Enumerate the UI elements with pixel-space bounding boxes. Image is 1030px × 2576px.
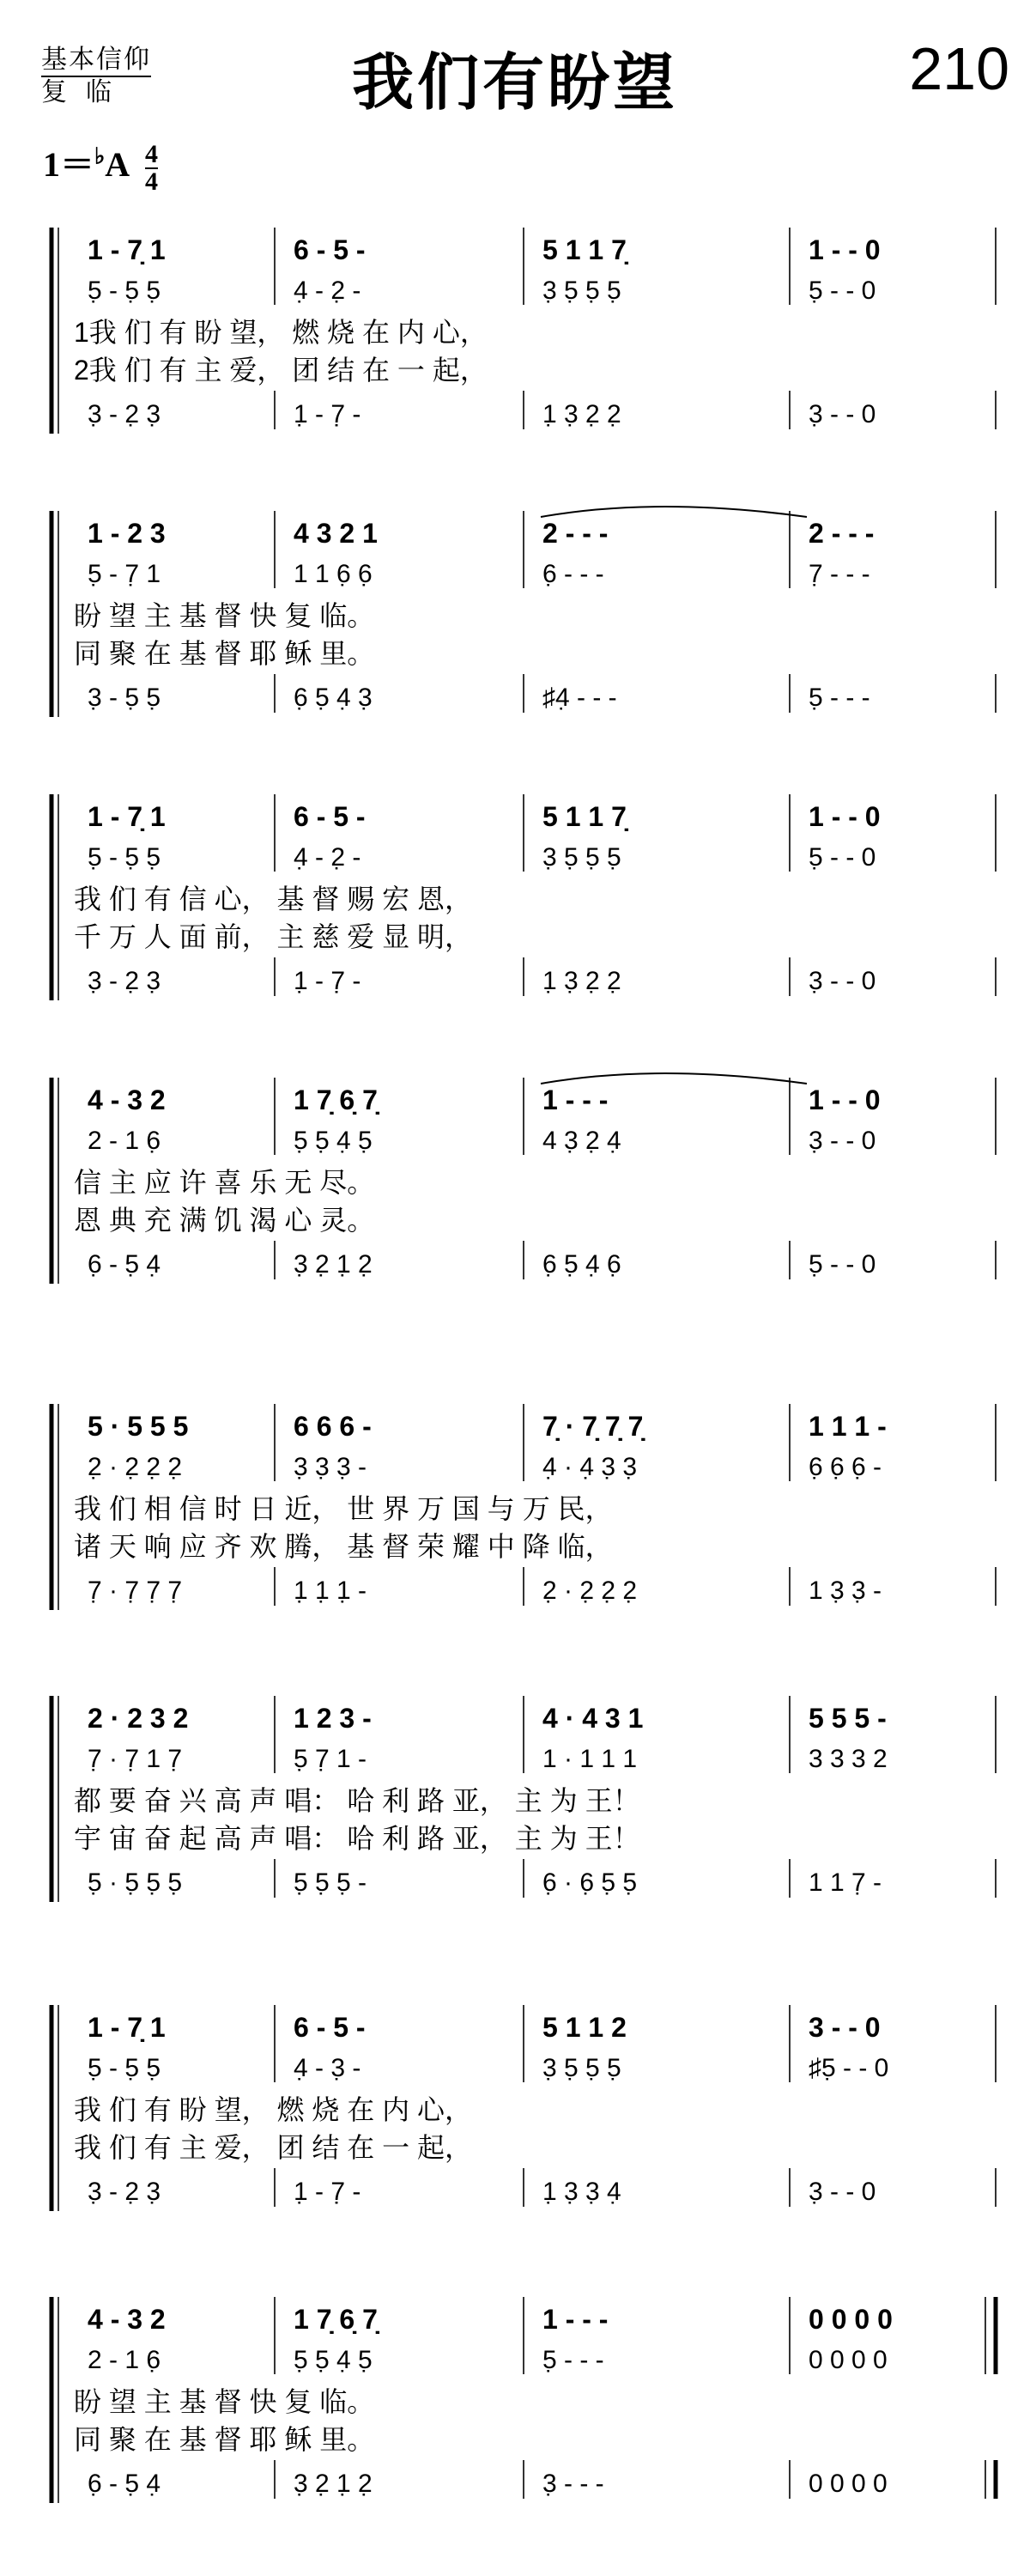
tenor-measure: 5̣ · 5̣ 5̣ 5̣ — [88, 1868, 183, 1897]
soprano-measure: 4 3 2 1 — [294, 518, 378, 549]
alto-measure: 5̣ 5̣ 4̣ 5̣ — [294, 1127, 373, 1155]
lyric-verse-1: 盼 望 主 基 督 快 复 临。 — [74, 2386, 375, 2417]
soprano-measure: 7̣ · 7̣ 7̣ 7̣ — [542, 1411, 644, 1442]
alto-measure: 5̣ - - - — [542, 2346, 604, 2374]
alto-measure: 4 3̣ 2̣ 4̣ — [542, 1127, 621, 1155]
alto-measure: 5̣ - - 0 — [809, 276, 876, 305]
tenor-measure: 3̣ - - - — [542, 2470, 604, 2498]
tenor-measure: 3̣ 2̣ 1̣ 2̣ — [294, 1250, 373, 1279]
soprano-measure: 6 - 5 - — [294, 234, 366, 265]
soprano-measure: 1 1 1 - — [809, 1411, 887, 1442]
tenor-measure: 1̣ 3̣ 2̣ 2̣ — [542, 400, 621, 428]
alto-measure: 3̣ 5̣ 5̣ 5̣ — [542, 2054, 621, 2082]
tenor-measure: 3̣ - 2̣ 3̣ — [88, 967, 161, 995]
lyric-verse-2: 千 万 人 面 前， 主 慈 爱 显 明， — [74, 921, 473, 952]
lyric-verse-2: 同 聚 在 基 督 耶 稣 里。 — [74, 638, 375, 669]
tenor-measure: 3̣ - - 0 — [809, 967, 876, 995]
lyric-verse-1: 都 要 奋 兴 高 声 唱： 哈 利 路 亚， 主 为 王！ — [74, 1785, 640, 1816]
alto-measure: 2 - 1 6̣ — [88, 2346, 161, 2374]
soprano-measure: 1 - - 0 — [809, 801, 881, 832]
soprano-measure: 6 6 6 - — [294, 1411, 372, 1442]
tenor-measure: 3̣ - - 0 — [809, 400, 876, 428]
alto-measure: 5̣ - 5̣ 5̣ — [88, 2054, 161, 2082]
tenor-measure: 1 1 7̣ - — [809, 1868, 882, 1897]
alto-measure: 3̣ 5̣ 5̣ 5̣ — [542, 276, 621, 305]
tenor-measure: 6̣ - 5̣ 4̣ — [88, 2470, 161, 2498]
alto-measure: 3̣ 3̣ 3̣ - — [294, 1453, 367, 1481]
alto-measure: ♯5̣ - - 0 — [809, 2054, 889, 2082]
tenor-measure: 1̣ - 7̣̣ - — [294, 400, 361, 428]
lyric-verse-2: 2我 们 有 主 爱， 团 结 在 一 起， — [74, 355, 488, 386]
lyric-verse-2: 我 们 有 主 爱， 团 结 在 一 起， — [74, 2132, 473, 2163]
soprano-measure: 5 5 5 - — [809, 1703, 887, 1734]
alto-measure: 2̣ · 2̣ 2̣ 2̣ — [88, 1453, 183, 1481]
alto-measure: 5̣ - 7̣ 1 — [88, 560, 161, 588]
lyric-verse-1: 信 主 应 许 喜 乐 无 尽。 — [74, 1167, 375, 1198]
alto-measure: 4̣ - 2̣ - — [294, 843, 361, 872]
alto-measure: 4̣ · 4̣ 3̣ 3̣ — [542, 1453, 638, 1481]
soprano-measure: 1 - 7̣ 1 — [88, 801, 166, 832]
alto-measure: 4̣ - 2̣ - — [294, 276, 361, 305]
soprano-measure: 4 - 3 2 — [88, 1084, 166, 1115]
tenor-measure: 0 0 0 0 — [809, 2470, 888, 2498]
tenor-measure: 3̣ - 2̣ 3̣ — [88, 2178, 161, 2206]
tenor-measure: ♯4̣ - - - — [542, 683, 617, 712]
tenor-measure: 1̣ 3̣ 2̣ 2̣ — [542, 967, 621, 995]
soprano-measure: 1 7̣ 6̣ 7̣ — [294, 2304, 378, 2335]
alto-measure: 3̣ 5̣ 5̣ 5̣ — [542, 843, 621, 872]
soprano-measure: 1 - - - — [542, 2304, 609, 2335]
lyric-verse-1: 1我 们 有 盼 望， 燃 烧 在 内 心， — [74, 317, 488, 348]
alto-measure: 0 0 0 0 — [809, 2346, 888, 2374]
soprano-measure: 1 - 7̣ 1 — [88, 2012, 166, 2043]
lyric-verse-1: 盼 望 主 基 督 快 复 临。 — [74, 600, 375, 631]
soprano-measure: 5 1 1 2 — [542, 2012, 627, 2043]
soprano-measure: 5 1 1 7̣ — [542, 801, 627, 832]
tenor-measure: 6̣ 5̣ 4̣ 6̣ — [542, 1250, 621, 1279]
soprano-measure: 1 - 7̣ 1 — [88, 234, 166, 265]
lyric-verse-2: 同 聚 在 基 督 耶 稣 里。 — [74, 2424, 375, 2455]
soprano-measure: 1 - - - — [542, 1084, 609, 1115]
soprano-measure: 2 - - - — [809, 518, 875, 549]
tenor-measure: 6̣ 5̣ 4̣ 3̣ — [294, 683, 373, 712]
time-top: 4 — [144, 139, 158, 168]
tenor-measure: 3̣ 2̣ 1̣ 2̣ — [294, 2470, 373, 2498]
key-name: A — [105, 145, 128, 184]
soprano-measure: 2 · 2 3 2 — [88, 1703, 189, 1734]
alto-measure: 7̣ - - - — [809, 560, 870, 588]
hymn-title: 我们有盼望 — [351, 46, 678, 118]
lyric-verse-1: 我 们 相 信 时 日 近， 世 界 万 国 与 万 民， — [74, 1493, 613, 1524]
hymn-number: 210 — [909, 35, 1009, 102]
tenor-measure: 1 3̣ 3̣ - — [809, 1577, 882, 1605]
lyric-verse-2: 诸 天 响 应 齐 欢 腾， 基 督 荣 耀 中 降 临， — [74, 1531, 613, 1562]
soprano-measure: 1 - - 0 — [809, 234, 881, 265]
tenor-measure: 5̣ - - - — [809, 683, 870, 712]
soprano-measure: 6 - 5 - — [294, 801, 366, 832]
tenor-measure: 1̣ 3̣ 3̣ 4̣ — [542, 2178, 621, 2206]
soprano-measure: 1 - 2 3 — [88, 518, 166, 549]
tie-arc — [541, 1073, 807, 1084]
soprano-measure: 4 - 3 2 — [88, 2304, 166, 2335]
soprano-measure: 1 7̣ 6̣ 7̣ — [294, 1084, 378, 1115]
tenor-measure: 2̣ · 2̣ 2̣ 2̣ — [542, 1577, 638, 1605]
soprano-measure: 0 0 0 0 — [809, 2304, 893, 2335]
tenor-measure: 1̣ - 7̣̣ - — [294, 2178, 361, 2206]
alto-measure: 6̣ 6̣ 6̣ - — [809, 1453, 882, 1481]
tenor-measure: 1̣ 1̣ 1̣ - — [294, 1577, 367, 1605]
tenor-measure: 3̣ - 2̣ 3̣ — [88, 400, 161, 428]
flat-sign: ♭ — [94, 143, 106, 169]
lyric-verse-1: 我 们 有 盼 望， 燃 烧 在 内 心， — [74, 2094, 473, 2125]
alto-measure: 1 1 6̣ 6̣ — [294, 560, 373, 588]
soprano-measure: 3 - - 0 — [809, 2012, 881, 2043]
alto-measure: 5̣ - 5̣ 5̣ — [88, 843, 161, 872]
lyric-verse-1: 我 们 有 信 心， 基 督 赐 宏 恩， — [74, 884, 473, 914]
tenor-measure: 3̣ - - 0 — [809, 2178, 876, 2206]
alto-measure: 3̣ - - 0 — [809, 1127, 876, 1155]
alto-measure: 5̣ 5̣ 4̣ 5̣ — [294, 2346, 373, 2374]
category-label: 基本信仰 — [41, 38, 151, 77]
alto-measure: 5̣ - 5̣ 5̣ — [88, 276, 161, 305]
tenor-measure: 7̣ · 7̣ 7̣ 7̣ — [88, 1577, 183, 1605]
key-prefix: 1＝ — [43, 145, 94, 184]
tenor-measure: 1̣ - 7̣̣ - — [294, 967, 361, 995]
soprano-measure: 4 · 4 3 1 — [542, 1703, 644, 1734]
alto-measure: 1 · 1 1 1 — [542, 1745, 638, 1773]
tenor-measure: 6̣ · 6̣ 5̣ 5̣ — [542, 1868, 638, 1897]
subcategory-label: 复临 — [41, 77, 130, 107]
alto-measure: 6̣ - - - — [542, 560, 604, 588]
time-bottom: 4 — [144, 167, 158, 196]
soprano-measure: 2 - - - — [542, 518, 609, 549]
tenor-measure: 6̣ - 5̣ 4̣ — [88, 1250, 161, 1279]
alto-measure: 5̣ 7̣ 1 - — [294, 1745, 367, 1773]
alto-measure: 4̣ - 3̣ - — [294, 2054, 361, 2082]
soprano-measure: 5 1 1 7̣ — [542, 234, 627, 265]
alto-measure: 7̣ · 7̣ 1 7̣ — [88, 1745, 183, 1773]
lyric-verse-2: 恩 典 充 满 饥 渴 心 灵。 — [74, 1205, 375, 1236]
tenor-measure: 5̣ - - 0 — [809, 1250, 876, 1279]
soprano-measure: 1 2 3 - — [294, 1703, 372, 1734]
alto-measure: 3 3 3 2 — [809, 1745, 888, 1773]
tenor-measure: 3̣ - 5̣ 5̣ — [88, 683, 161, 712]
lyric-verse-2: 宇 宙 奋 起 高 声 唱： 哈 利 路 亚， 主 为 王！ — [74, 1823, 640, 1854]
tie-arc — [541, 507, 807, 517]
alto-measure: 5̣ - - 0 — [809, 843, 876, 872]
soprano-measure: 1 - - 0 — [809, 1084, 881, 1115]
soprano-measure: 5 · 5 5 5 — [88, 1411, 189, 1442]
alto-measure: 2 - 1 6̣ — [88, 1127, 161, 1155]
soprano-measure: 6 - 5 - — [294, 2012, 366, 2043]
tenor-measure: 5̣ 5̣ 5̣ - — [294, 1868, 367, 1897]
